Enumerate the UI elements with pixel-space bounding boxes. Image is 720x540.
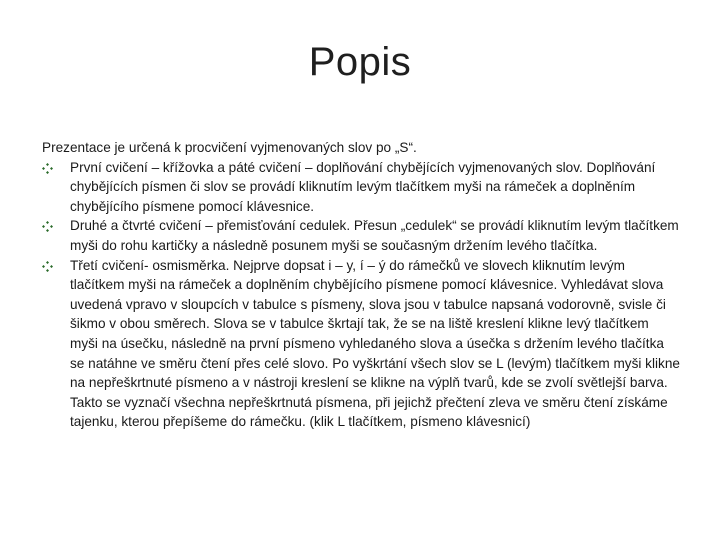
slide-content (42, 138, 680, 432)
bullet-item-1 (42, 158, 680, 217)
four-diamond-bullet-icon (42, 163, 53, 174)
bullet-text-1: První cvičení – křížovka a páté cvičení – doplňování chybějících vyjmenovaných slov. Doplňování chybějících písmen či slov se provádí kliknutím levým tlačítkem myši na rámeček a doplněním chybějícího písmene pomocí klávesnice. (70, 159, 656, 214)
bullet-text-2: Druhé a čtvrté cvičení – přemisťování cedulek. Přesun „cedulek“ se provádí kliknutím levým tlačítkem myši do rohu kartičky a následně posunem myši se současným držením levého tlačítka. (70, 218, 679, 253)
bullet-item-2 (42, 216, 680, 255)
slide-title: Popis (308, 40, 412, 84)
bullet-item-3 (42, 256, 680, 432)
four-diamond-bullet-icon (42, 221, 53, 232)
four-diamond-bullet-icon (42, 261, 53, 272)
intro-text: Prezentace je určená k procvičení vyjmenovaných slov po „S“. (42, 140, 417, 155)
bullet-list (42, 158, 680, 432)
bullet-text-3: Třetí cvičení- osmisměrka. Nejprve dopsat i – y, í – ý do rámečků ve slovech kliknutím levým tlačítkem myši na rámeček a doplněním chybějícího písmene pomocí klávesnice. Vyhledávat slova uvedená vpravo v sloupcích v tabulce s písmeny, slova jsou v tabulce napsaná vodorovně, svisle či šikmo v obou směrech. Slova se v tabulce škrtají tak, že se na liště kreslení klikne levý tlačítkem myši na úsečku, následně na první písmeno vyhledaného slova a úsečka s držením levého tlačítka se natáhne ve směru čtení přes celé slovo. Po vyškrtání všech slov se L (levým) tlačítkem myši klikne na nepřeškrtnuté písmeno a v nástroji kreslení se klikne na výplň tvarů, kde se zvolí světlejší barva. Takto se vyznačí všechna nepřeškrtnutá písmena, při jejichž přečtení zleva ve směru čtení získáme tajenku, kterou přepíšeme do rámečku. (klik L tlačítkem, písmeno klávesnicí) (70, 257, 680, 430)
